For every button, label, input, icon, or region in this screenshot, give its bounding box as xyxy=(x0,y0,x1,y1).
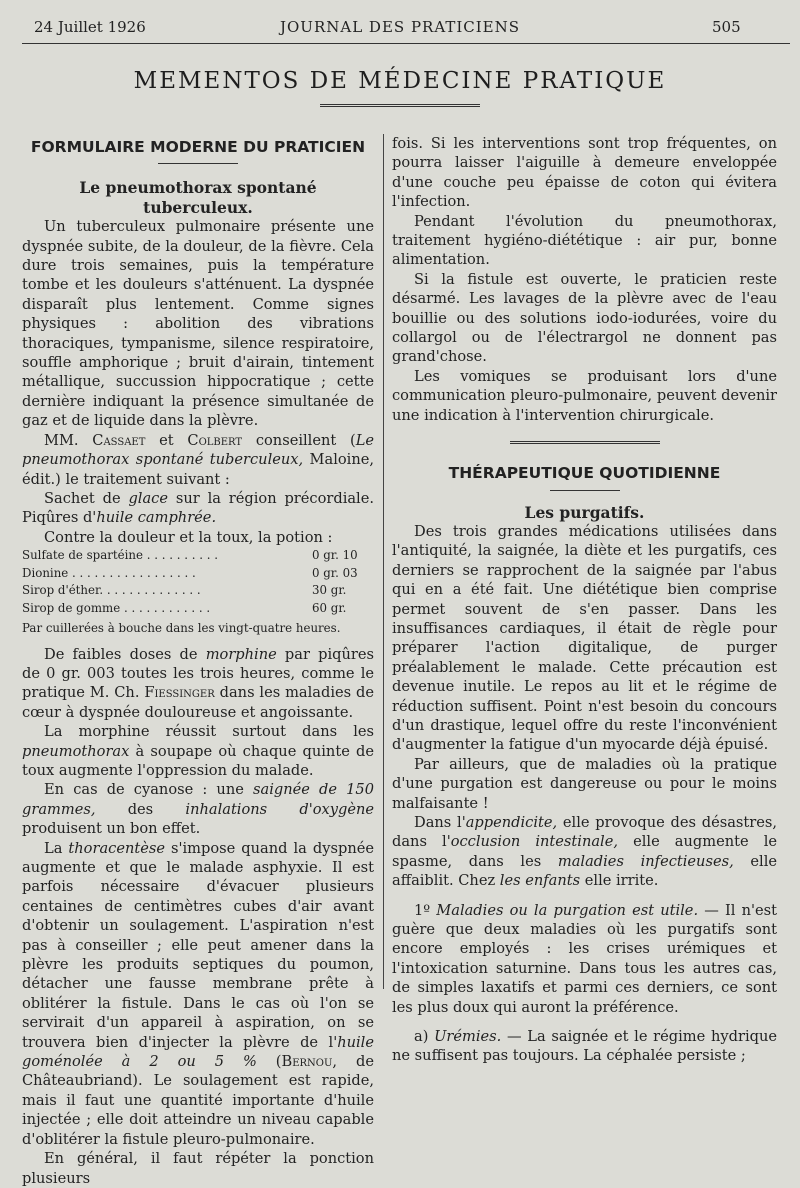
paragraph: Des trois grandes médications utilisées dans l'antiquité, la saignée, la diète et les purgatifs, ces derniers se rapprochent de la saignée par l'abus qui en a été fait. Une diététique bien comprise permet souvent de s'en passer. Dans les insuffisances cardiaques, il était de règle pour préparer l'action digitalique, de purger préalablement le malade. Cette précaution est devenue inutile. Le repos au lit et le régime de réduction suffisent. Point n'est besoin du concours d'un drastique, lequel offre du reste l'inconvénient d'augmenter la fatigue d'un myocarde déjà épuisé. xyxy=(392,522,777,754)
paragraph: Les vomiques se produisant lors d'une communication pleuro-pulmonaire, peuvent devenir une indication à l'intervention chirurgicale. xyxy=(392,367,777,424)
section-heading-formulaire: FORMULAIRE MODERNE DU PRATICIEN xyxy=(30,138,366,156)
header-journal: JOURNAL DES PRATICIENS xyxy=(280,18,521,36)
header-date: 24 Juillet 1926 xyxy=(34,18,146,36)
prescription-row: Dionine . . . . . . . . . . . . . . . . . 0 gr. 03 xyxy=(22,565,358,580)
header-page-number: 505 xyxy=(712,18,741,36)
section-rule xyxy=(158,163,238,164)
right-column xyxy=(392,134,777,1066)
paragraph: a) Urémies. — La saignée et le régime hydrique ne suffisent pas toujours. La céphalée persiste ; xyxy=(392,1028,777,1065)
paragraph: Par ailleurs, que de maladies où la pratique d'une purgation est dangereuse ou pour le moins malfaisante ! xyxy=(392,755,777,812)
article-subtitle-purgatifs: Les purgatifs. xyxy=(524,502,645,522)
paragraph: MM. Cassaet et Colbert conseillent (Le pneumothorax spontané tuberculeux, Maloine, édit.) le traitement suivant : xyxy=(22,431,375,488)
prescription-row: Sirop d'éther. . . . . . . . . . . . . . 30 gr. xyxy=(22,583,347,598)
paragraph: fois. Si les interventions sont trop fréquentes, on pourra laisser l'aiguille à demeure enveloppée d'une couche peu épaisse de coton qui évitera l'infection. xyxy=(392,135,777,211)
prescription-row: Sulfate de spartéine . . . . . . . . . . 0 gr. 10 xyxy=(22,548,358,563)
prescription-list xyxy=(22,547,374,617)
paragraph: Sachet de glace sur la région précordiale. Piqûres d'huile camphrée. xyxy=(22,489,375,527)
prescription-row: Sirop de gomme . . . . . . . . . . . . 60 gr. xyxy=(22,600,347,615)
paragraph: 1º Maladies ou la purgation est utile. — Il n'est guère que deux maladies où les purgatifs sont encore employés : les crises urémiques et l'intoxication saturnine. Dans tous les autres cas, de simples laxatifs et parmi ces derniers, ce sont les plus doux qui auront la préférence. xyxy=(392,901,777,1016)
running-header xyxy=(0,18,800,44)
column-divider xyxy=(383,134,384,989)
paragraph: La thoracentèse s'impose quand la dyspnée augmente et que le malade asphyxie. Il est parfois nécessaire d'évacuer plusieurs centaines de centimètres cubes d'air avant d'obtenir un soulagement. L'aspiration n'est pas à conseiller ; elle peut amener dans la plèvre les produits septiques du poumon, détacher une fausse membrane prête à oblitérer la fistule. Dans le cas où l'on se servirait d'un appareil à aspiration, on se trouvera bien d'injecter la plèvre de l'huile goménolée à 2 ou 5 % (Bernou, de Châteaubriand). Le soulagement est rapide, mais il faut une quantité importante d'huile injectée ; elle doit atteindre un niveau capable d'oblitérer la fistule pleuro-pulmonaire. xyxy=(22,839,374,1148)
paragraph: La morphine réussit surtout dans les pneumothorax à soupape où chaque quinte de toux augmente l'oppression du malade. xyxy=(22,723,374,779)
paragraph: Un tuberculeux pulmonaire présente une dyspnée subite, de la douleur, de la fièvre. Cela dure trois semaines, puis la température tombe et les douleurs s'atténuent. La dyspnée disparaît plus lentement. Comme signes physiques : abolition des vibrations thoraciques, tympanisme, silence respiratoire, souffle amphorique ; bruit d'airain, tintement métallique, succussion hippocratique ; cette dernière indiquant la présence simultanée de gaz et de liquide dans la plèvre. xyxy=(22,218,374,430)
left-column xyxy=(22,134,374,1188)
article-subtitle-pneumothorax: Le pneumothorax spontané tuberculeux. xyxy=(79,178,317,217)
prescription-note: Par cuillerées à bouche dans les vingt-quatre heures. xyxy=(22,621,341,636)
section-rule xyxy=(550,490,620,491)
paragraph: En cas de cyanose : une saignée de 150 grammes, des inhalations d'oxygène produisent un bon effet. xyxy=(22,781,375,838)
paragraph: Pendant l'évolution du pneumothorax, traitement hygiéno-diététique : air pur, bonne alimentation. xyxy=(392,212,777,269)
paragraph: Si la fistule est ouverte, le praticien reste désarmé. Les lavages de la plèvre avec de l'eau bouillie ou des solutions iodo-iodurées, voire du collargol ou de l'électrargol ne donnent pas grand'chose. xyxy=(392,270,777,366)
section-heading-therapeutique: THÉRAPEUTIQUE QUOTIDIENNE xyxy=(448,464,721,483)
page-title: MEMENTOS DE MÉDECINE PRATIQUE xyxy=(133,68,667,94)
header-rule xyxy=(22,43,790,44)
section-separator xyxy=(510,441,660,446)
title-rule xyxy=(320,104,480,110)
paragraph: De faibles doses de morphine par piqûres de 0 gr. 003 toutes les trois heures, comme le pratique M. Ch. Fiessinger dans les maladies de cœur à dyspnée douloureuse et angoissante. xyxy=(22,645,374,721)
paragraph: En général, il faut répéter la ponction plusieurs xyxy=(22,1150,374,1187)
paragraph: Dans l'appendicite, elle provoque des désastres, dans l'occlusion intestinale, elle augmente le spasme, dans les maladies infectieuses, elle affaiblit. Chez les enfants elle irrite. xyxy=(392,814,778,890)
paragraph: Contre la douleur et la toux, la potion : xyxy=(44,528,333,546)
